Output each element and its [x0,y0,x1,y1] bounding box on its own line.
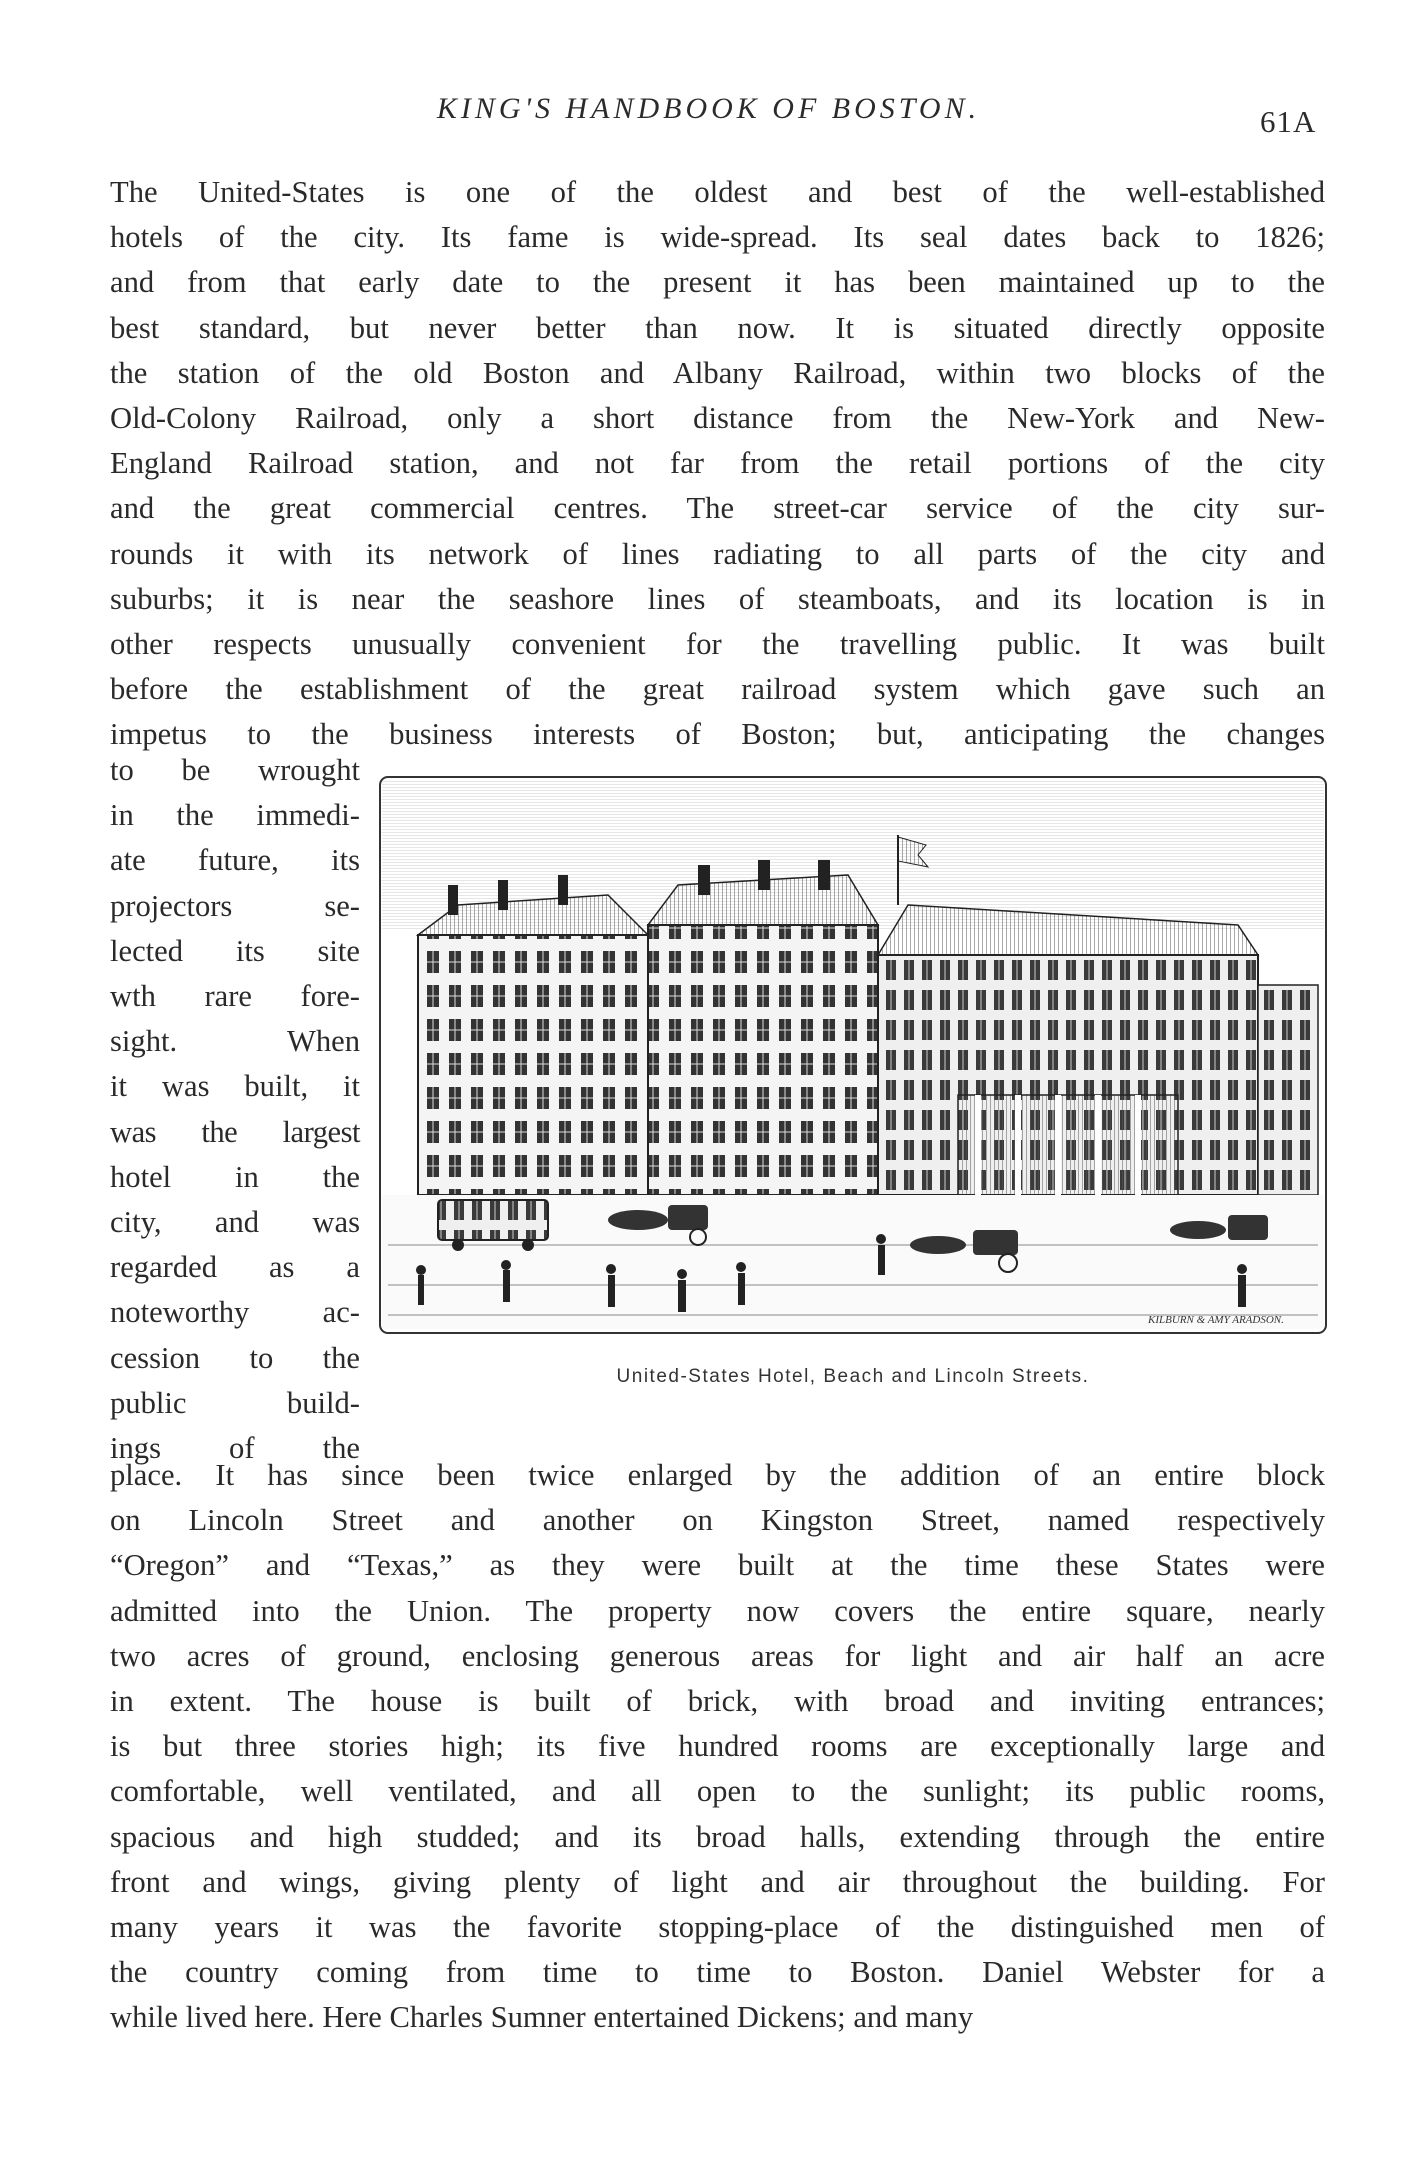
text-line: to be wrought [110,753,360,787]
text-line: place. It has since been twice enlarged by the addition of an entire block [110,1458,1325,1492]
hotel-middle-block [648,860,878,1195]
text-line: the station of the old Boston and Albany Railroad, within two blocks of the [110,355,1325,390]
text-line: was the largest [110,1114,360,1149]
text-line: admitted into the Union. The property now covers the entire square, nearly [110,1593,1325,1628]
text-line: two acres of ground, enclosing generous areas for light and air half an acre [110,1638,1325,1673]
text-line: city, and was [110,1205,360,1240]
figure-caption: United-States Hotel, Beach and Lincoln Streets. [616,1366,1090,1387]
text-line: impetus to the business interests of Boston; but, anticipating the changes [110,717,1325,752]
text-line: in the immedi- [110,798,360,833]
text-line: front and wings, giving plenty of light and air throughout the building. For [110,1864,1325,1899]
text-line: public build- [110,1385,360,1420]
text-line: the country coming from time to time to Boston. Daniel Webster for a [110,1955,1325,1990]
text-line: best standard, but never better than now. It is situated directly opposite [110,310,1325,345]
hotel-engraving [378,775,1328,1335]
hotel-left-block [418,875,648,1195]
text-line: ings of the [110,1431,360,1466]
text-line: sight. When [110,1024,360,1059]
paragraph-narrow-column [110,748,360,1471]
text-line: while lived here. Here Charles Sumner entertained Dickens; and many [110,2000,974,2035]
text-line: is but three stories high; its five hundred rooms are exceptionally large and [110,1729,1325,1764]
text-line: England Railroad station, and not far from the retail portions of the city [110,446,1325,481]
text-line: suburbs; it is near the seashore lines of steamboats, and its location is in [110,581,1325,616]
engraver-signature: KILBURN & AMY ARADSON. [1148,1314,1284,1326]
text-line: hotel in the [110,1159,360,1194]
text-line: on Lincoln Street and another on Kingston Street, named respectively [110,1503,1325,1538]
text-line: wth rare fore- [110,979,360,1014]
text-line: “Oregon” and “Texas,” as they were built at the time these States were [110,1548,1325,1583]
hotel-engraving-svg [378,775,1328,1335]
text-line: and the great commercial centres. The street-car service of the city sur- [110,491,1325,526]
text-line: cession to the [110,1340,360,1375]
paragraph-top [110,170,1325,758]
text-line: projectors se- [110,888,360,923]
running-head: KING'S HANDBOOK OF BOSTON. [436,92,981,125]
text-line: ate future, its [110,843,360,878]
text-line: before the establishment of the great railroad system which gave such an [110,672,1325,707]
text-line: many years it was the favorite stopping-place of the distinguished men of [110,1910,1325,1945]
text-line: in extent. The house is built of brick, with broad and inviting entrances; [110,1684,1325,1719]
text-line: The United-States is one of the oldest and best of the well-established [110,175,1325,209]
text-line: spacious and high studded; and its broad halls, extending through the entire [110,1819,1325,1854]
text-line: rounds it with its network of lines radiating to all parts of the city and [110,536,1325,571]
text-line: comfortable, well ventilated, and all open to the sunlight; its public rooms, [110,1774,1325,1809]
paragraph-bottom [110,1453,1325,2041]
text-line: and from that early date to the present it has been maintained up to the [110,265,1325,300]
text-line: regarded as a [110,1250,360,1285]
text-line: it was built, it [110,1069,360,1104]
page-number: 61A [1260,104,1317,139]
text-line: Old-Colony Railroad, only a short distance from the New-York and New- [110,401,1325,436]
text-line: noteworthy ac- [110,1295,360,1330]
text-line: hotels of the city. Its fame is wide-spread. Its seal dates back to 1826; [110,220,1325,255]
text-line: lected its site [110,933,360,968]
hotel-right-wing [878,905,1318,1195]
text-line: other respects unusually convenient for the travelling public. It was built [110,627,1325,662]
